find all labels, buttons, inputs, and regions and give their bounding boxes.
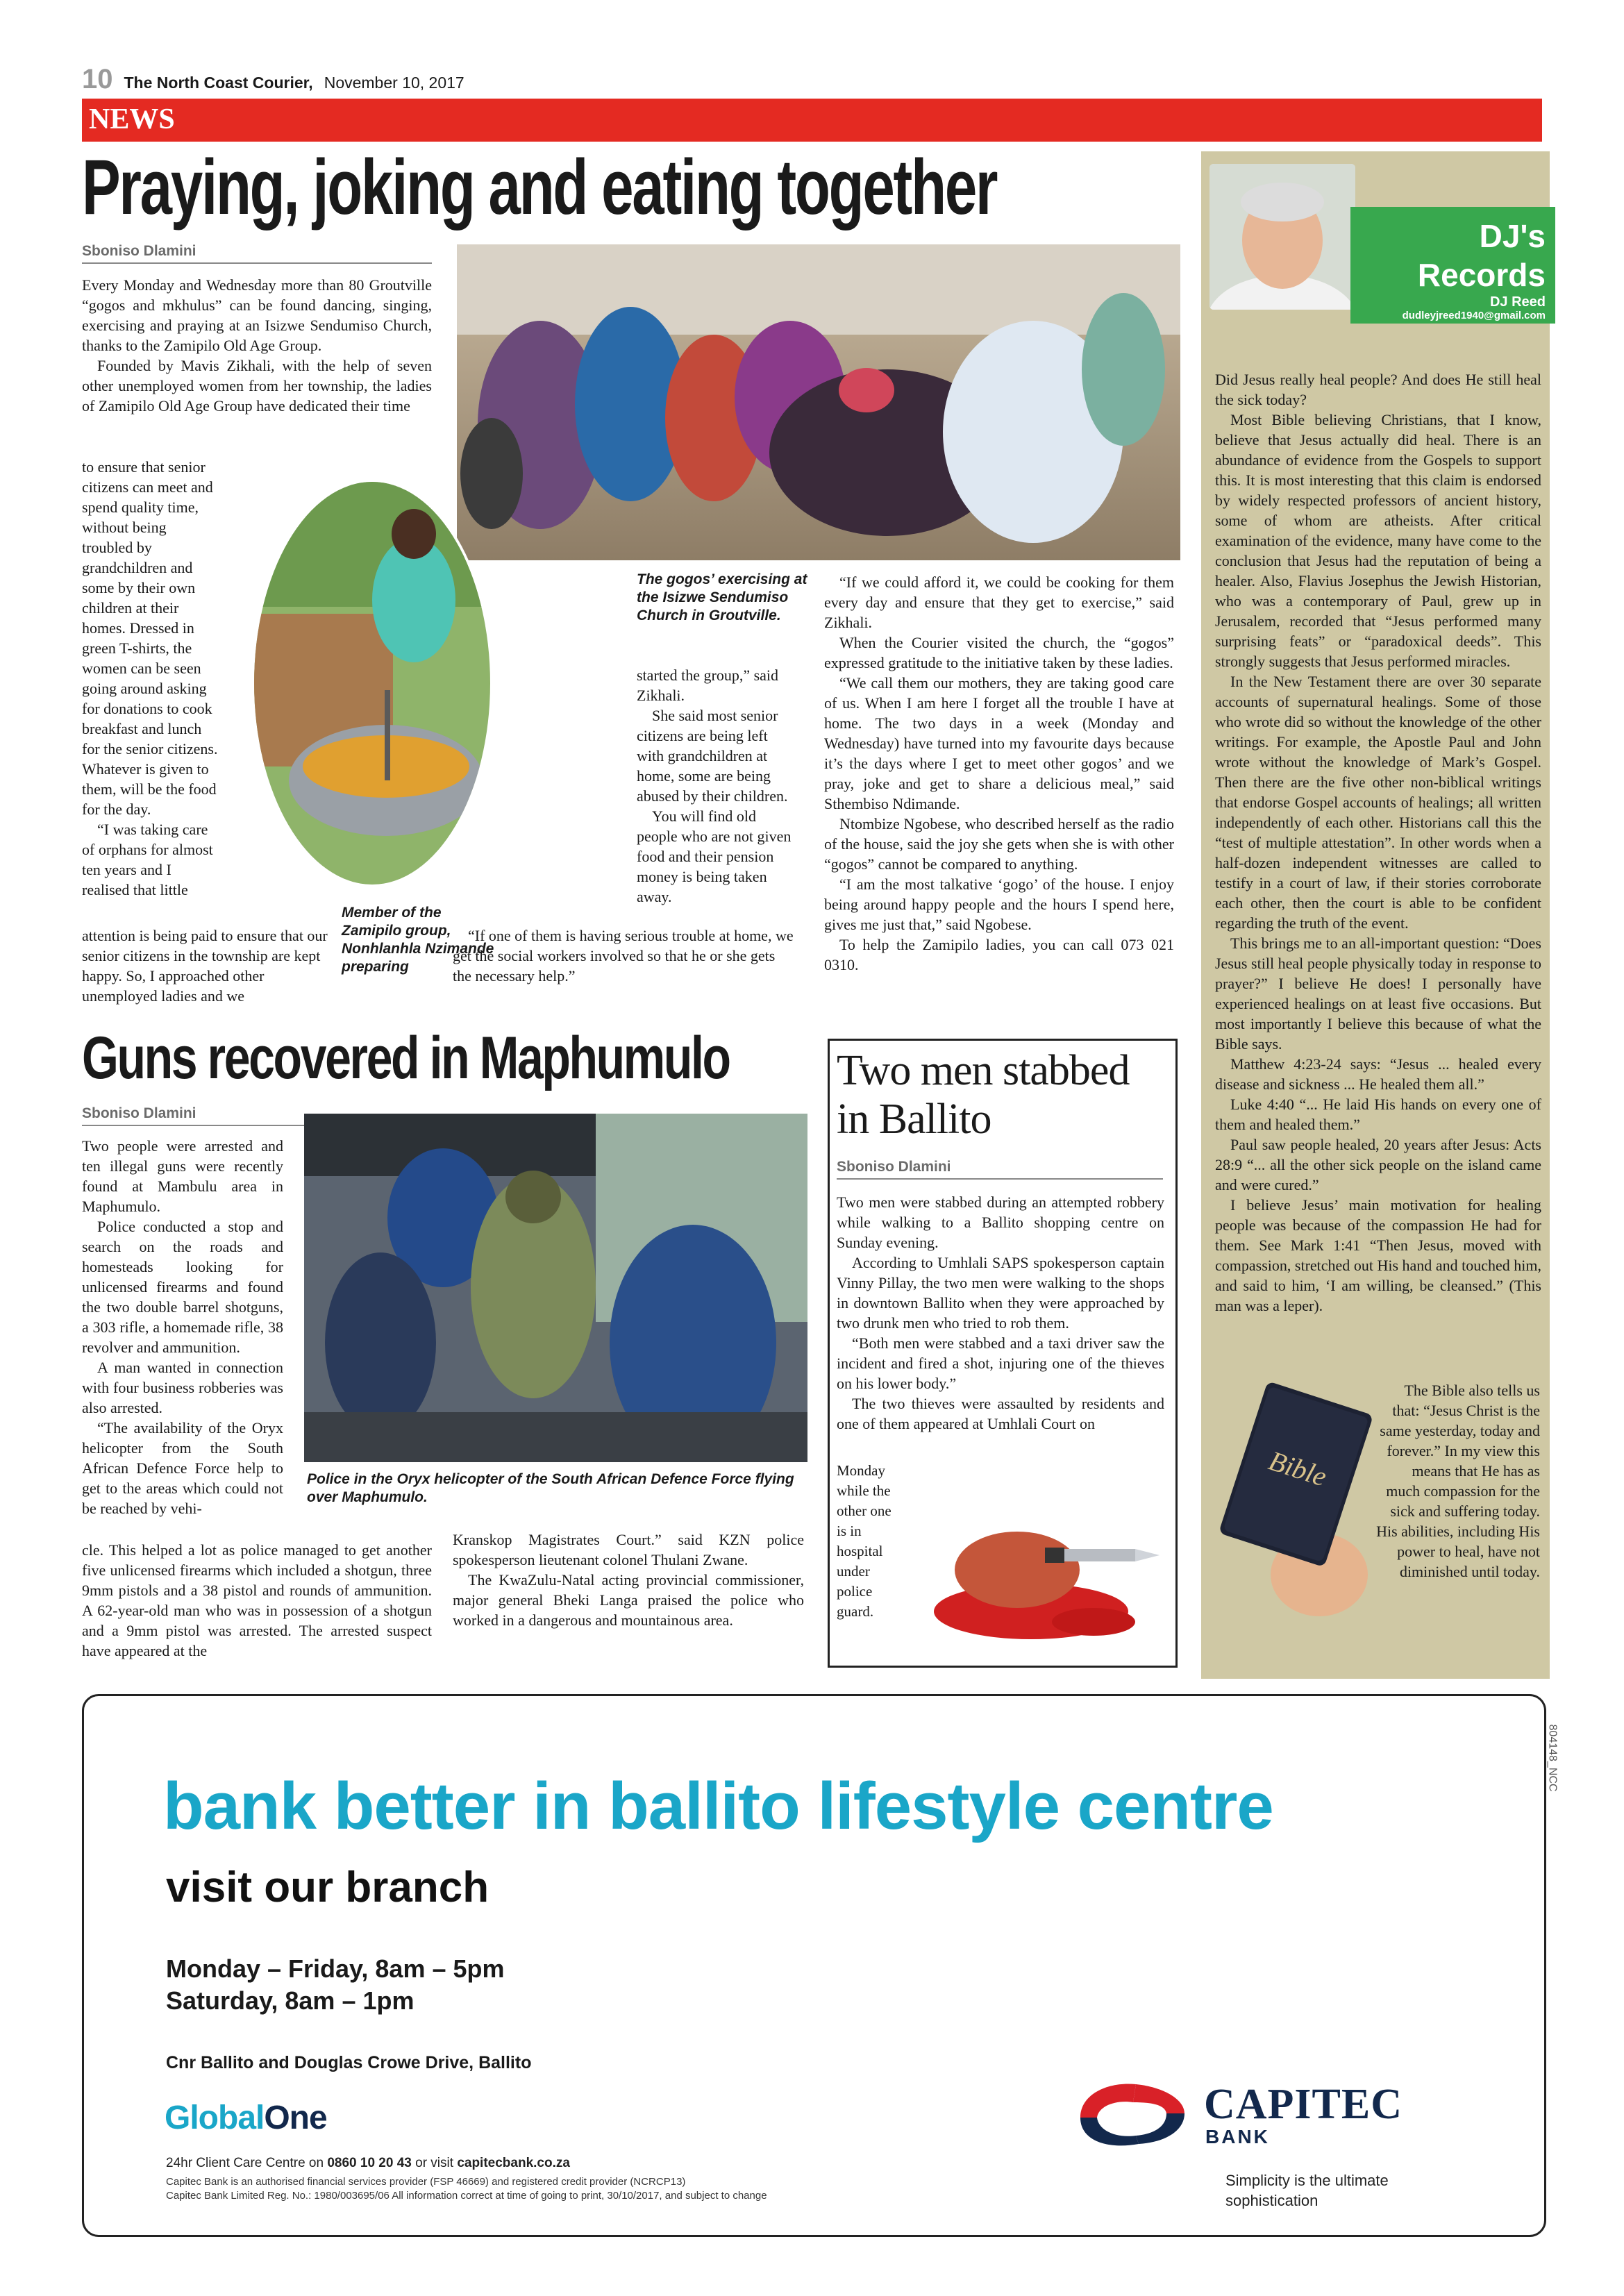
paragraph: Most Bible believing Christians, that I know, believe that Jesus actually did heal. There is an abundance of evidence from the Gospels to support this. It is most interesting that this claim is endorsed by widely respected professors of ancient history, some of whom are atheists. After critical examination of the evidence, many have come to the conclusion that Jesus had the reputation of being a healer. Also, Flavius Josephus the Jewish Historian, who was a contemporary of Paul, grew up in Jerusalem, recorded that “Jesus performed many surprising feats” or “paradoxical deeds”. This strongly suggests that Jesus performed miracles. [1215, 411, 1541, 670]
headline-praying: Praying, joking and eating together [82, 144, 997, 231]
ad-headline: bank better in ballito lifestyle centre [163, 1769, 1273, 1843]
paragraph: To help the Zamipilo ladies, you can call 073 021 0310. [824, 936, 1174, 973]
paragraph: “Both men were stabbed and a taxi driver saw the incident and fired a shot, injuring one of the thieves on his lower body.” [837, 1334, 1164, 1392]
paragraph: “I was taking care of orphans for almost ten years and I realised that little [82, 821, 213, 898]
paragraph: Did Jesus really heal people? And does He still heal the sick today? [1215, 371, 1541, 408]
column-author: DJ Reed [1489, 294, 1546, 310]
paragraph: Police conducted a stop and search on the roads and homesteads looking for unlicensed firearms and found the two double barrel shotguns, a 303 rifle, a homemade rifle, 38 revolver and ammunition. [82, 1218, 283, 1356]
paragraph: Two people were arrested and ten illegal guns were recently found at Mambulu area in Maphumulo. [82, 1137, 283, 1215]
legal-line: Capitec Bank is an authorised financial services provider (FSP 46669) and registered credit provider (NCRCP13) [166, 2176, 686, 2188]
paragraph: In the New Testament there are over 30 separate accounts of supernatural healings. Some of those who wrote did so without the knowledge of the other writings. For example, the Apostle Paul and John wrote without the knowledge of Mark’s Gospel. Then there are the five other non-biblical writings that endorse Gospel accounts of healings; all written independently of each other. Historians call this the “test of multiple attestation”. In other words when a half-dozen independent witnesses are called to testify in a court of law, if their stories corroborate each other, then the court is able to be confident regarding the truth of the event. [1215, 673, 1541, 932]
photo-cooking [251, 479, 493, 887]
praying-col1 [82, 275, 432, 416]
care-prefix: 24hr Client Care Centre on [166, 2156, 328, 2170]
praying-col1-narrow [82, 457, 221, 900]
paragraph: started the group,” said Zikhali. [637, 667, 779, 704]
capitec-bank: BANK [1205, 2126, 1270, 2147]
paragraph: This brings me to an all-important question: “Does Jesus still heal people physically today in response to prayer?” I believe He does! I personally have experienced healings on at least five occasions. But most importantly I believe this because of what the Bible says. [1215, 935, 1541, 1053]
praying-col3 [824, 572, 1174, 975]
paragraph: Luke 4:40 “... He laid His hands on every one of them and healed them.” [1215, 1096, 1541, 1133]
paragraph: Founded by Mavis Zikhali, with the help of seven other unemployed women from her township, the ladies of Zamipilo Old Age Group have dedicated their time [82, 357, 432, 414]
ad-tagline [1225, 2170, 1389, 2211]
globalone-one: One [264, 2100, 327, 2136]
paragraph: A man wanted in connection with four business robberies was also arrested. [82, 1359, 283, 1416]
headline-stabbed [837, 1046, 1129, 1143]
tagline-line: sophistication [1225, 2192, 1319, 2209]
columnist-photo [1209, 164, 1355, 310]
page-number: 10 [82, 64, 113, 94]
column-body [1215, 369, 1541, 1316]
paragraph: “The availability of the Oryx helicopter from the South African Defence Force help to get to the areas which could not be reached by vehi- [82, 1419, 283, 1517]
care-url[interactable]: capitecbank.co.za [457, 2156, 570, 2170]
praying-col2-bottom [453, 925, 794, 986]
stabbed-tail: Monday while the other one is in hospital under police guard. [837, 1462, 891, 1620]
care-mid: or visit [411, 2156, 458, 2170]
ad-subhead: visit our branch [166, 1863, 489, 1911]
paragraph: Two men were stabbed during an attempted robbery while walking to a Ballito shopping centre on Sunday evening. [837, 1193, 1164, 1251]
capitec-swirl-icon [1066, 2075, 1191, 2151]
headline-line: Two men stabbed [837, 1047, 1130, 1094]
section-bar [82, 99, 1542, 142]
paragraph: According to Umhlali SAPS spokesperson captain Vinny Pillay, the two men were walking to the shops in downtown Ballito when they were approached by two drunk men who tried to rob them. [837, 1254, 1164, 1332]
legal-line: Capitec Bank Limited Reg. No.: 1980/003695/06 All information correct at time of going to print, 30/10/2017, and subject to change [166, 2190, 767, 2202]
paragraph: “If we could afford it, we could be cooking for them every day and ensure that they get to exercise,” said Zikhali. [824, 573, 1174, 631]
caption-helicopter: Police in the Oryx helicopter of the South African Defence Force flying over Maphumulo. [307, 1471, 794, 1505]
paragraph: The KwaZulu-Natal acting provincial commissioner, major general Bheki Langa praised the police who worked in a dangerous and mountainous area. [453, 1571, 804, 1629]
stabbed-box [828, 1039, 1178, 1668]
photo-gogos-exercising [457, 244, 1180, 560]
guns-col2 [453, 1530, 804, 1630]
hours-saturday: Saturday, 8am – 1pm [166, 1986, 415, 2015]
photo-helicopter [304, 1114, 807, 1462]
column-title-line: DJ's [1479, 218, 1546, 254]
paragraph: When the Courier visited the church, the “gogos” expressed gratitude to the initiative taken by these ladies. [824, 634, 1174, 671]
guns-col1-tail [82, 1540, 432, 1661]
column-sidebar [1201, 151, 1550, 1679]
headline-guns: Guns recovered in Maphumulo [82, 1025, 730, 1091]
paragraph: Every Monday and Wednesday more than 80 Groutville “gogos and mkhulus” can be found dancing, singing, exercising and praying at an Isizwe Sendumiso Church, thanks to the Zamipilo Old Age Group. [82, 276, 432, 354]
knife-hand-illustration [913, 1507, 1163, 1653]
care-phone: 0860 10 20 43 [327, 2156, 412, 2170]
ad-code: 804148_NCC [1546, 1724, 1559, 1792]
ad-hours [166, 1953, 505, 2017]
paragraph: Matthew 4:23-24 says: “Jesus ... healed every disease and sickness ... He healed them all.” [1215, 1055, 1541, 1093]
paragraph: attention is being paid to ensure that our senior citizens in the township are kept happy. So, I approached other unemployed ladies and we [82, 927, 328, 1005]
stabbed-body [837, 1192, 1164, 1434]
folio [82, 64, 464, 94]
client-care-line [166, 2156, 570, 2171]
paragraph: “I am the most talkative ‘gogo’ of the house. I enjoy being around happy people and the hours I spend here, gives me just that,” said Ngobese. [824, 875, 1174, 933]
caption-cooking: Member of the Zamipilo group, Nonhlanhla Nzimande preparing [342, 905, 494, 975]
issue-date: November 10, 2017 [324, 74, 464, 92]
praying-col1-bottom [82, 925, 328, 1006]
headline-line: in Ballito [837, 1096, 991, 1143]
praying-col2 [637, 665, 794, 907]
tagline-line: Simplicity is the ultimate [1225, 2172, 1389, 2189]
bible-illustration [1215, 1373, 1375, 1623]
globalone-logo [165, 2099, 327, 2137]
guns-col1 [82, 1136, 283, 1518]
column-title [1418, 217, 1546, 294]
paragraph: “We call them our mothers, they are taking good care of us. When I am here I forget all the trouble I have at home. The two days in a week (Monday and Wednesday) have turned into my favourite days because it’s the days where I get to meet other gogos’ and we pray, joke and get to share a delicious meal,” said Sthembiso Ndimande. [824, 674, 1174, 812]
paragraph: “If one of them is having serious trouble at home, we get the social workers involved so that he or she gets the necessary help.” [453, 927, 794, 984]
paragraph: cle. This helped a lot as police managed to get another five unlicensed firearms which included a shotgun, three 9mm pistols and a 38 pistol and rounds of ammunition. A 62-year-old man who was in possession of a shotgun and a 9mm pistol was arrested. The arrested suspect have appeared at the [82, 1541, 432, 1659]
paper-name: The North Coast Courier, [124, 74, 313, 92]
globalone-global: Global [165, 2100, 265, 2136]
capitec-wordmark: CAPITEC [1204, 2081, 1403, 2128]
capitec-advert [82, 1694, 1559, 2237]
paragraph: You will find old people who are not given food and their pension money is being taken away. [637, 807, 792, 905]
byline-stabbed: Sboniso Dlamini [837, 1159, 1163, 1180]
caption-exercise: The gogos’ exercising at the Isizwe Sendumiso Church in Groutville. [637, 571, 807, 623]
column-tail: The Bible also tells us that: “Jesus Christ is the same yesterday, today and forever.” In my view this means that He has as much compassion for the sick and suffering today. His abilities, including His power to heal, have not diminished until today. [1376, 1382, 1540, 1580]
paragraph: Kranskop Magistrates Court.” said KZN police spokesperson lieutenant colonel Thulani Zwane. [453, 1531, 804, 1568]
section-label: NEWS [89, 103, 175, 135]
legal-text [166, 2175, 767, 2203]
branch-address: Cnr Ballito and Douglas Crowe Drive, Ballito [166, 2053, 532, 2072]
capitec-logo [1066, 2075, 1455, 2151]
bible-cover-word: Bible [1265, 1444, 1331, 1493]
paragraph: Paul saw people healed, 20 years after Jesus: Acts 28:9 “... all the other sick people on the island came and were cured.” [1215, 1136, 1541, 1193]
paragraph: to ensure that senior citizens can meet and spend quality time, without being troubled by grandchildren and some by their own children at their homes. Dressed in green T-shirts, the women can be seen going around asking for donations to cook breakfast and lunch for the senior citizens. Whatever is given to them, will be the food for the day. [82, 458, 218, 818]
byline-guns: Sboniso Dlamini [82, 1105, 429, 1126]
paragraph: The two thieves were assaulted by residents and one of them appeared at Umhlali Court on [837, 1395, 1164, 1432]
column-title-line: Records [1417, 257, 1546, 293]
byline-praying: Sboniso Dlamini [82, 243, 432, 264]
paragraph: She said most senior citizens are being left with grandchildren at home, some are being abused by their children. [637, 707, 788, 805]
hours-weekday: Monday – Friday, 8am – 5pm [166, 1954, 505, 1983]
column-title-box [1350, 207, 1555, 324]
paragraph: Ntombize Ngobese, who described herself as the radio of the house, said the joy she gets when she is with other “gogos” cannot be compared to anything. [824, 815, 1174, 873]
paragraph: I believe Jesus’ main motivation for healing people was because of the compassion He had for them. See Mark 1:41 “Then Jesus, moved with compassion, stretched out His hand and touched him, and said to him, ‘I am willing, be cleansed.” (This man was a leper). [1215, 1196, 1541, 1314]
column-email: dudleyjreed1940@gmail.com [1402, 310, 1546, 321]
